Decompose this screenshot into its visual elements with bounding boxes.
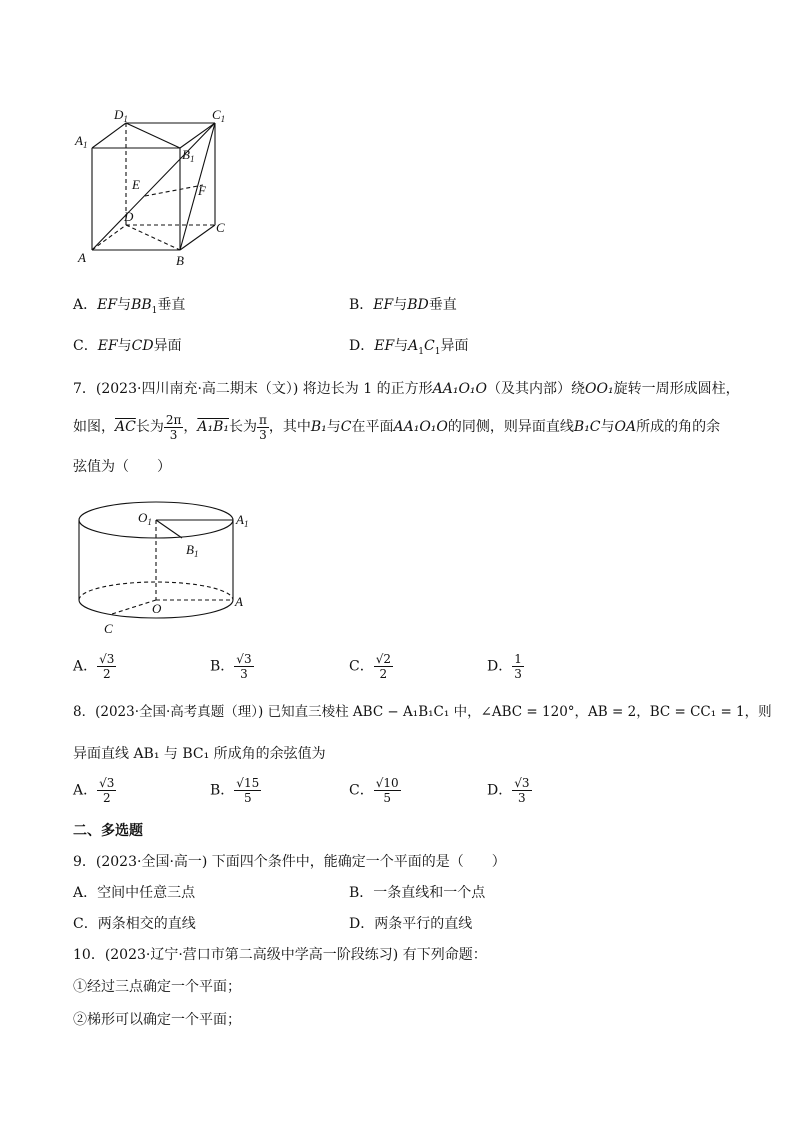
q7-stem-line2: 如图，$\overline{AC}$长为 $\frac{2\pi}{3}$ ，A₁B₁长为 $\frac{\pi}{3}$ ，其中B₁与C在平面AA₁O₁O的同侧，则异面直线B₁C与OA所成的角的余 xyxy=(73,412,721,442)
q7-option-d[interactable]: D． $\frac{1}{3}$ xyxy=(487,652,522,681)
label-B1-cyl: $B_1$ xyxy=(186,542,199,559)
q8-stem-line1: 8．(2023·全国·高考真题（理）) 已知直三棱柱 ABC − A₁B₁C₁ 中，∠ABC = 120°，AB = 2，BC = CC₁ = 1，则 xyxy=(73,704,772,720)
q8-option-d[interactable]: D． $\frac{√3}{3}$ xyxy=(487,776,530,805)
q6-option-b[interactable]: B．EF与BD垂直 xyxy=(349,297,457,313)
q8-option-a[interactable]: A． $\frac{√3}{2}$ xyxy=(73,776,115,805)
q7-fraction-pi-3: $\frac{\pi}{3}$ xyxy=(258,412,267,442)
q7-fraction-2pi-3: $\frac{2\pi}{3}$ xyxy=(165,412,182,442)
q6-option-c[interactable]: C．EF与CD异面 xyxy=(73,338,182,354)
label-E: E xyxy=(132,177,140,192)
q9-option-b[interactable]: B．一条直线和一个点 xyxy=(349,885,486,901)
q10-item-2: ②梯形可以确定一个平面； xyxy=(73,1012,241,1028)
section-heading-multi-choice: 二、多选题 xyxy=(73,823,143,839)
q7-option-c[interactable]: C． $\frac{√2}{2}$ xyxy=(349,652,391,681)
q6-option-a[interactable]: A．EF与$BB_1$垂直 xyxy=(73,297,186,316)
label-A: A xyxy=(78,250,86,265)
label-B1: $B_1$ xyxy=(182,147,195,164)
q9-option-a[interactable]: A．空间中任意三点 xyxy=(73,885,196,901)
q9-stem: 9．(2023·全国·高一) 下面四个条件中，能确定一个平面的是（ ） xyxy=(73,854,506,870)
label-A1: $A_1$ xyxy=(75,133,88,150)
label-C-cyl: C xyxy=(104,621,113,636)
label-B: B xyxy=(176,253,184,268)
q10-item-1: ①经过三点确定一个平面； xyxy=(73,979,241,995)
label-D: D xyxy=(124,209,134,224)
q8-stem-line2: 异面直线 AB₁ 与 BC₁ 所成角的余弦值为 xyxy=(73,746,326,762)
label-C1: $C_1$ xyxy=(212,107,226,124)
q8-option-b[interactable]: B． $\frac{√15}{5}$ xyxy=(210,776,260,805)
cylinder-figure xyxy=(70,498,270,643)
q9-option-c[interactable]: C．两条相交的直线 xyxy=(73,916,196,932)
label-A1-cyl: $A_1$ xyxy=(236,512,249,529)
q6-option-d[interactable]: D．EF与$A_1C_1$异面 xyxy=(349,338,469,357)
q7-stem-line1: 7．(2023·四川南充·高二期末（文）) 将边长为 1 的正方形AA₁O₁O（及其内部）绕OO₁旋转一周形成圆柱， xyxy=(73,381,740,397)
cube-figure xyxy=(70,105,240,270)
q9-option-d[interactable]: D．两条平行的直线 xyxy=(349,916,473,932)
label-A-cyl: A xyxy=(235,594,243,609)
label-F: F xyxy=(198,183,206,198)
label-C: C xyxy=(216,220,225,235)
label-O1: $O_1$ xyxy=(138,510,152,527)
label-O-cyl: O xyxy=(152,601,162,616)
q8-option-c[interactable]: C． $\frac{√10}{5}$ xyxy=(349,776,399,805)
q7-option-a[interactable]: A． $\frac{√3}{2}$ xyxy=(73,652,115,681)
q7-stem-line3: 弦值为（ ） xyxy=(73,459,171,475)
q10-stem: 10．(2023·辽宁·营口市第二高级中学高一阶段练习) 有下列命题： xyxy=(73,947,487,963)
label-D1: $D_1$ xyxy=(114,107,128,124)
q7-option-b[interactable]: B． $\frac{√3}{3}$ xyxy=(210,652,252,681)
